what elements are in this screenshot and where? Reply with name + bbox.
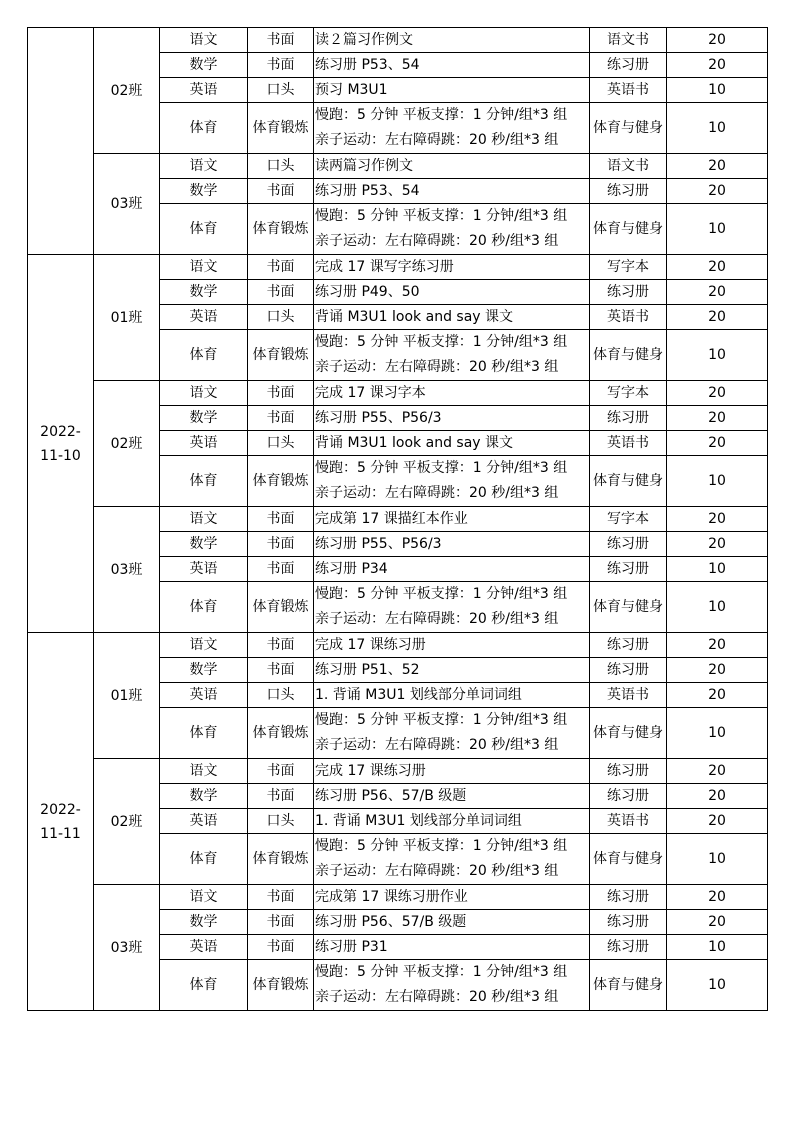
content-cell <box>314 784 590 809</box>
homework-type-cell: 口头 <box>248 154 314 179</box>
minutes-cell: 10 <box>667 456 768 507</box>
content-line: 练习册 P56、57/B 级题 <box>315 788 467 804</box>
subject-cell: 体育 <box>160 330 248 381</box>
material-cell: 写字本 <box>590 381 667 406</box>
minutes-cell: 20 <box>667 885 768 910</box>
subject-cell: 数学 <box>160 53 248 78</box>
homework-type-cell: 口头 <box>248 78 314 103</box>
material-cell: 练习册 <box>590 910 667 935</box>
material-cell: 练习册 <box>590 179 667 204</box>
minutes-cell: 10 <box>667 935 768 960</box>
content-cell <box>314 280 590 305</box>
table-row <box>28 154 768 179</box>
subject-cell: 语文 <box>160 885 248 910</box>
minutes-cell: 10 <box>667 557 768 582</box>
subject-cell: 体育 <box>160 103 248 154</box>
homework-type-cell: 体育锻炼 <box>248 330 314 381</box>
content-line: 慢跑：5 分钟 平板支撑：1 分钟/组*3 组 <box>315 964 568 980</box>
subject-cell: 数学 <box>160 280 248 305</box>
homework-type-cell: 书面 <box>248 532 314 557</box>
content-cell <box>314 28 590 53</box>
content-line: 练习册 P56、57/B 级题 <box>315 914 467 930</box>
homework-type-cell: 书面 <box>248 280 314 305</box>
material-cell: 体育与健身 <box>590 204 667 255</box>
homework-type-cell: 体育锻炼 <box>248 103 314 154</box>
homework-type-cell: 体育锻炼 <box>248 834 314 885</box>
minutes-cell: 20 <box>667 406 768 431</box>
homework-type-cell: 体育锻炼 <box>248 960 314 1011</box>
content-line: 慢跑：5 分钟 平板支撑：1 分钟/组*3 组 <box>315 586 568 602</box>
content-cell <box>314 809 590 834</box>
content-cell <box>314 557 590 582</box>
class-cell: 02班 <box>94 28 160 154</box>
material-cell: 体育与健身 <box>590 834 667 885</box>
content-line: 慢跑：5 分钟 平板支撑：1 分钟/组*3 组 <box>315 838 568 854</box>
minutes-cell: 10 <box>667 204 768 255</box>
subject-cell: 英语 <box>160 305 248 330</box>
homework-type-cell: 体育锻炼 <box>248 582 314 633</box>
content-cell <box>314 78 590 103</box>
content-line: 练习册 P53、54 <box>315 57 420 73</box>
table-row <box>28 381 768 406</box>
content-line: 背诵 M3U1 look and say 课文 <box>315 309 514 325</box>
subject-cell: 数学 <box>160 532 248 557</box>
homework-type-cell: 书面 <box>248 557 314 582</box>
homework-table-body <box>28 28 768 1011</box>
material-cell: 练习册 <box>590 532 667 557</box>
minutes-cell: 20 <box>667 179 768 204</box>
material-cell: 练习册 <box>590 406 667 431</box>
class-cell: 03班 <box>94 885 160 1011</box>
content-cell <box>314 935 590 960</box>
minutes-cell: 20 <box>667 532 768 557</box>
material-cell: 练习册 <box>590 53 667 78</box>
content-line: 背诵 M3U1 look and say 课文 <box>315 435 514 451</box>
subject-cell: 语文 <box>160 381 248 406</box>
material-cell: 练习册 <box>590 658 667 683</box>
table-row <box>28 28 768 53</box>
material-cell: 写字本 <box>590 255 667 280</box>
subject-cell: 数学 <box>160 910 248 935</box>
homework-type-cell: 书面 <box>248 759 314 784</box>
content-line: 慢跑：5 分钟 平板支撑：1 分钟/组*3 组 <box>315 460 568 476</box>
content-line: 完成 17 课习字本 <box>315 385 426 401</box>
content-line: 完成 17 课练习册 <box>315 763 426 779</box>
minutes-cell: 20 <box>667 305 768 330</box>
content-line: 亲子运动：左右障碍跳：20 秒/组*3 组 <box>315 359 559 375</box>
content-line: 完成第 17 课描红本作业 <box>315 511 468 527</box>
minutes-cell: 20 <box>667 154 768 179</box>
content-cell <box>314 532 590 557</box>
content-line: 亲子运动：左右障碍跳：20 秒/组*3 组 <box>315 989 559 1005</box>
minutes-cell: 20 <box>667 381 768 406</box>
content-cell <box>314 154 590 179</box>
content-line: 亲子运动：左右障碍跳：20 秒/组*3 组 <box>315 863 559 879</box>
content-line: 练习册 P55、P56/3 <box>315 536 442 552</box>
class-cell: 02班 <box>94 759 160 885</box>
date-cell <box>28 28 94 255</box>
minutes-cell: 20 <box>667 280 768 305</box>
content-line: 亲子运动：左右障碍跳：20 秒/组*3 组 <box>315 132 559 148</box>
subject-cell: 语文 <box>160 255 248 280</box>
material-cell: 练习册 <box>590 935 667 960</box>
subject-cell: 体育 <box>160 834 248 885</box>
material-cell: 体育与健身 <box>590 582 667 633</box>
material-cell: 英语书 <box>590 78 667 103</box>
subject-cell: 英语 <box>160 78 248 103</box>
subject-cell: 体育 <box>160 204 248 255</box>
homework-table <box>27 27 768 1011</box>
content-cell <box>314 834 590 885</box>
content-cell <box>314 53 590 78</box>
minutes-cell: 10 <box>667 834 768 885</box>
minutes-cell: 10 <box>667 330 768 381</box>
date-cell: 2022-11-11 <box>28 633 94 1011</box>
subject-cell: 数学 <box>160 658 248 683</box>
minutes-cell: 20 <box>667 431 768 456</box>
homework-type-cell: 书面 <box>248 633 314 658</box>
subject-cell: 英语 <box>160 557 248 582</box>
minutes-cell: 20 <box>667 53 768 78</box>
subject-cell: 体育 <box>160 960 248 1011</box>
content-cell <box>314 507 590 532</box>
subject-cell: 语文 <box>160 28 248 53</box>
homework-type-cell: 书面 <box>248 507 314 532</box>
content-cell <box>314 179 590 204</box>
minutes-cell: 20 <box>667 683 768 708</box>
subject-cell: 英语 <box>160 431 248 456</box>
subject-cell: 数学 <box>160 406 248 431</box>
material-cell: 体育与健身 <box>590 708 667 759</box>
content-cell <box>314 683 590 708</box>
content-cell <box>314 305 590 330</box>
class-cell: 01班 <box>94 633 160 759</box>
content-line: 慢跑：5 分钟 平板支撑：1 分钟/组*3 组 <box>315 712 568 728</box>
table-row <box>28 507 768 532</box>
content-cell <box>314 885 590 910</box>
table-row <box>28 759 768 784</box>
material-cell: 体育与健身 <box>590 960 667 1011</box>
minutes-cell: 10 <box>667 582 768 633</box>
content-line: 1. 背诵 M3U1 划线部分单词词组 <box>315 687 522 703</box>
homework-type-cell: 书面 <box>248 53 314 78</box>
homework-type-cell: 书面 <box>248 381 314 406</box>
subject-cell: 语文 <box>160 759 248 784</box>
material-cell: 写字本 <box>590 507 667 532</box>
content-cell <box>314 708 590 759</box>
content-line: 完成第 17 课练习册作业 <box>315 889 468 905</box>
table-row <box>28 255 768 280</box>
minutes-cell: 20 <box>667 759 768 784</box>
content-cell <box>314 456 590 507</box>
material-cell: 练习册 <box>590 557 667 582</box>
content-cell <box>314 255 590 280</box>
material-cell: 英语书 <box>590 431 667 456</box>
material-cell: 体育与健身 <box>590 103 667 154</box>
content-line: 读两篇习作例文 <box>315 158 413 174</box>
minutes-cell: 10 <box>667 78 768 103</box>
content-cell <box>314 960 590 1011</box>
homework-type-cell: 书面 <box>248 784 314 809</box>
subject-cell: 语文 <box>160 633 248 658</box>
content-line: 慢跑：5 分钟 平板支撑：1 分钟/组*3 组 <box>315 107 568 123</box>
homework-type-cell: 书面 <box>248 406 314 431</box>
homework-type-cell: 书面 <box>248 179 314 204</box>
subject-cell: 英语 <box>160 809 248 834</box>
content-line: 预习 M3U1 <box>315 82 388 98</box>
material-cell: 语文书 <box>590 154 667 179</box>
homework-type-cell: 体育锻炼 <box>248 708 314 759</box>
content-line: 练习册 P49、50 <box>315 284 420 300</box>
material-cell: 练习册 <box>590 759 667 784</box>
content-line: 亲子运动：左右障碍跳：20 秒/组*3 组 <box>315 737 559 753</box>
homework-type-cell: 口头 <box>248 683 314 708</box>
minutes-cell: 20 <box>667 658 768 683</box>
material-cell: 练习册 <box>590 784 667 809</box>
material-cell: 体育与健身 <box>590 456 667 507</box>
content-line: 完成 17 课写字练习册 <box>315 259 454 275</box>
minutes-cell: 20 <box>667 28 768 53</box>
homework-type-cell: 书面 <box>248 658 314 683</box>
content-line: 练习册 P53、54 <box>315 183 420 199</box>
content-cell <box>314 431 590 456</box>
minutes-cell: 10 <box>667 103 768 154</box>
material-cell: 练习册 <box>590 280 667 305</box>
homework-type-cell: 口头 <box>248 305 314 330</box>
content-line: 1. 背诵 M3U1 划线部分单词词组 <box>315 813 522 829</box>
content-cell <box>314 633 590 658</box>
material-cell: 练习册 <box>590 885 667 910</box>
table-row <box>28 633 768 658</box>
content-line: 慢跑：5 分钟 平板支撑：1 分钟/组*3 组 <box>315 208 568 224</box>
content-cell <box>314 658 590 683</box>
homework-type-cell: 体育锻炼 <box>248 456 314 507</box>
content-line: 亲子运动：左右障碍跳：20 秒/组*3 组 <box>315 233 559 249</box>
minutes-cell: 20 <box>667 784 768 809</box>
minutes-cell: 20 <box>667 910 768 935</box>
content-cell <box>314 406 590 431</box>
content-cell <box>314 381 590 406</box>
content-line: 练习册 P55、P56/3 <box>315 410 442 426</box>
minutes-cell: 20 <box>667 507 768 532</box>
homework-type-cell: 书面 <box>248 910 314 935</box>
subject-cell: 体育 <box>160 456 248 507</box>
content-line: 完成 17 课练习册 <box>315 637 426 653</box>
homework-type-cell: 书面 <box>248 935 314 960</box>
subject-cell: 英语 <box>160 935 248 960</box>
minutes-cell: 20 <box>667 255 768 280</box>
homework-type-cell: 书面 <box>248 28 314 53</box>
minutes-cell: 10 <box>667 960 768 1011</box>
material-cell: 英语书 <box>590 683 667 708</box>
subject-cell: 数学 <box>160 784 248 809</box>
material-cell: 英语书 <box>590 809 667 834</box>
content-line: 慢跑：5 分钟 平板支撑：1 分钟/组*3 组 <box>315 334 568 350</box>
subject-cell: 语文 <box>160 154 248 179</box>
subject-cell: 数学 <box>160 179 248 204</box>
content-cell <box>314 910 590 935</box>
material-cell: 英语书 <box>590 305 667 330</box>
subject-cell: 体育 <box>160 582 248 633</box>
material-cell: 练习册 <box>590 633 667 658</box>
content-line: 亲子运动：左右障碍跳：20 秒/组*3 组 <box>315 611 559 627</box>
class-cell: 03班 <box>94 507 160 633</box>
homework-type-cell: 体育锻炼 <box>248 204 314 255</box>
content-cell <box>314 759 590 784</box>
homework-type-cell: 书面 <box>248 255 314 280</box>
subject-cell: 语文 <box>160 507 248 532</box>
homework-type-cell: 口头 <box>248 431 314 456</box>
class-cell: 03班 <box>94 154 160 255</box>
material-cell: 体育与健身 <box>590 330 667 381</box>
content-line: 练习册 P51、52 <box>315 662 420 678</box>
class-cell: 02班 <box>94 381 160 507</box>
content-cell <box>314 330 590 381</box>
subject-cell: 英语 <box>160 683 248 708</box>
content-cell <box>314 582 590 633</box>
class-cell: 01班 <box>94 255 160 381</box>
table-row <box>28 885 768 910</box>
content-cell <box>314 204 590 255</box>
content-line: 读２篇习作例文 <box>315 32 413 48</box>
content-line: 练习册 P34 <box>315 561 388 577</box>
material-cell: 语文书 <box>590 28 667 53</box>
content-line: 亲子运动：左右障碍跳：20 秒/组*3 组 <box>315 485 559 501</box>
content-line: 练习册 P31 <box>315 939 388 955</box>
date-cell: 2022-11-10 <box>28 255 94 633</box>
minutes-cell: 20 <box>667 633 768 658</box>
homework-type-cell: 书面 <box>248 885 314 910</box>
content-cell <box>314 103 590 154</box>
subject-cell: 体育 <box>160 708 248 759</box>
minutes-cell: 20 <box>667 809 768 834</box>
homework-type-cell: 口头 <box>248 809 314 834</box>
minutes-cell: 10 <box>667 708 768 759</box>
